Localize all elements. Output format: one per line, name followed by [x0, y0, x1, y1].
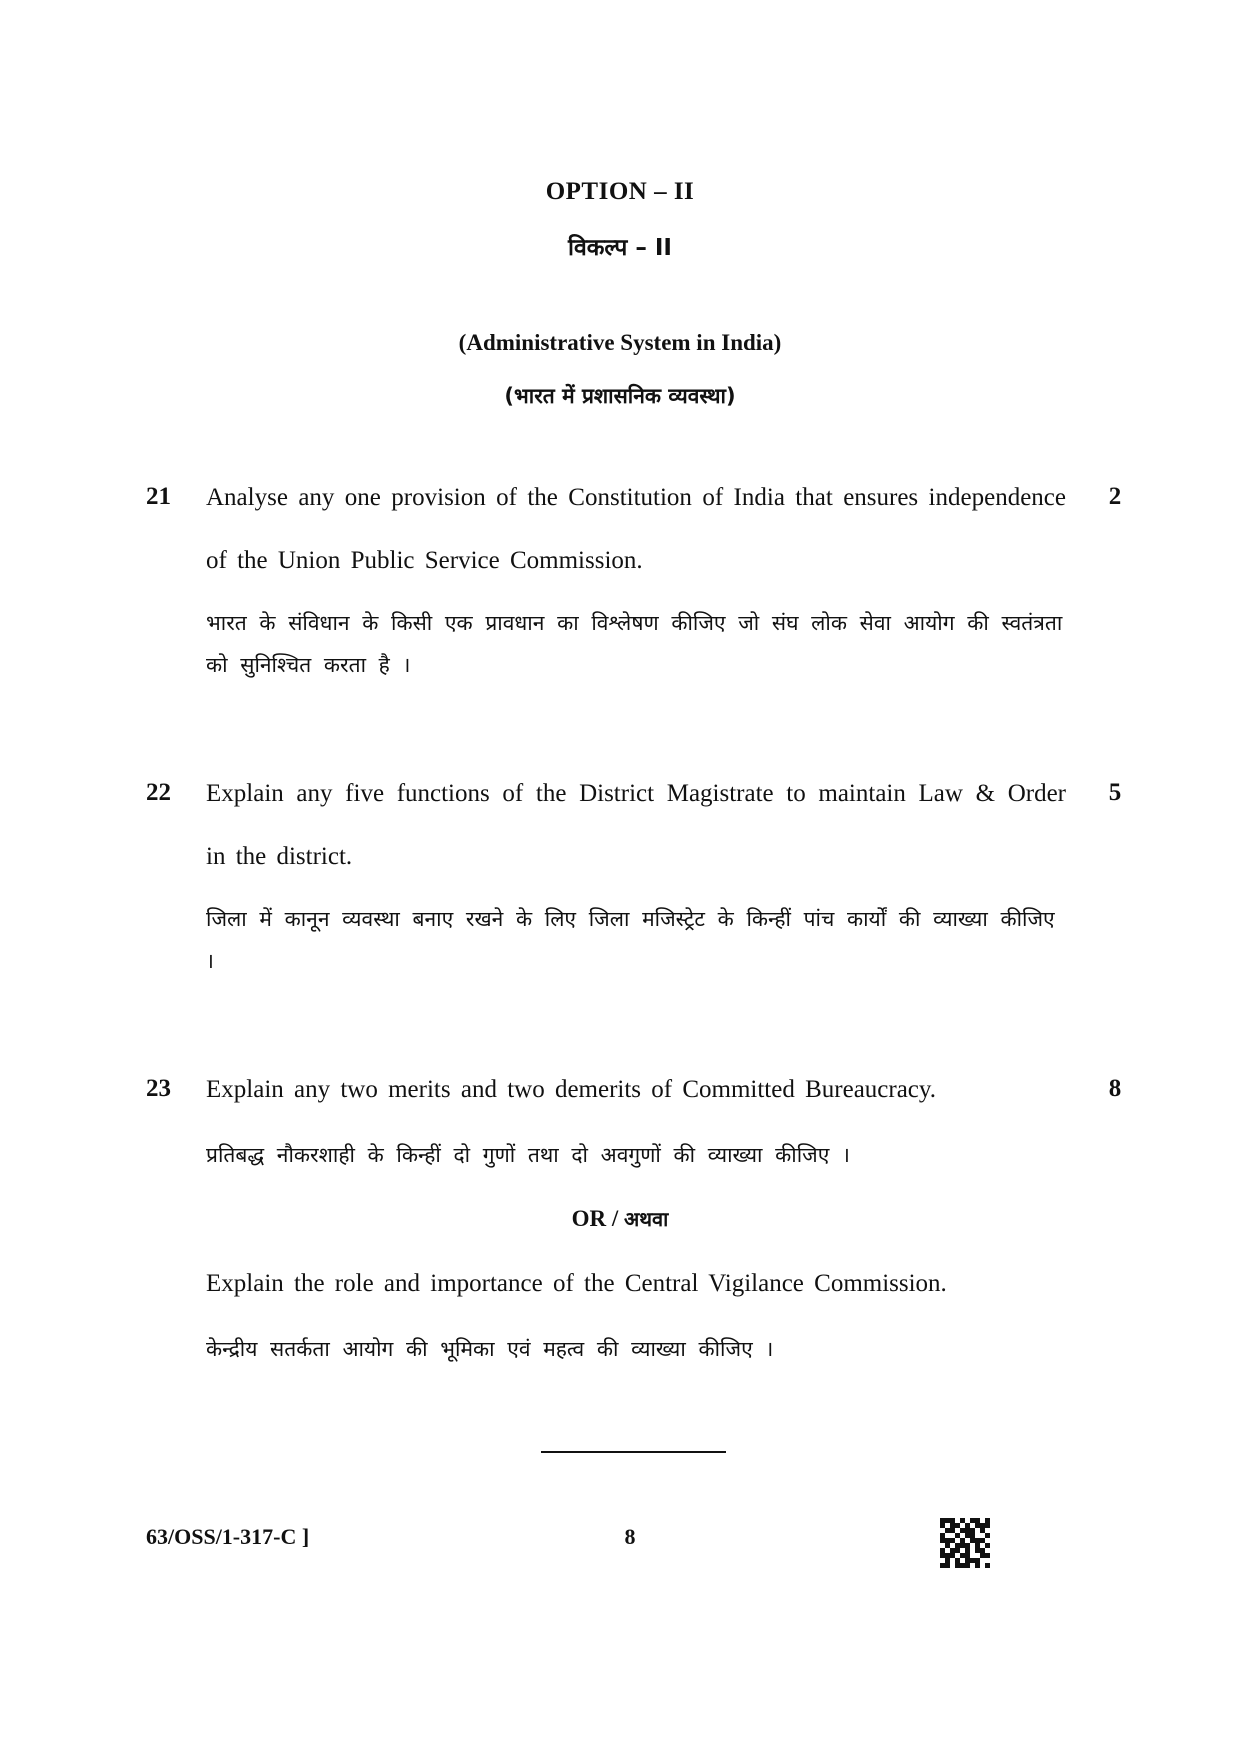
- question-23-marks: 8: [1108, 1075, 1122, 1102]
- end-rule: [541, 1451, 726, 1453]
- question-23-text: Explain any two merits and two demerits of Committed Bureaucracy.: [206, 1076, 937, 1103]
- question-21-marks: 2: [1108, 483, 1122, 510]
- or-divider-label: [0, 1205, 1240, 1232]
- question-23-number: 23: [146, 1075, 171, 1102]
- question-23-alt-text: Explain the role and importance of the Central Vigilance Commission.: [206, 1270, 947, 1297]
- question-22-number: 22: [146, 779, 171, 806]
- question-22-marks: 5: [1108, 779, 1122, 806]
- or-label: OR /: [571, 1206, 624, 1231]
- question-23-hindi: प्रतिबद्ध नौकरशाही के किन्हीं दो गुणों तथा दो अवगुणों की व्याख्या कीजिए ।: [206, 1143, 850, 1167]
- paper-code: 63/OSS/1-317-C ]: [146, 1524, 310, 1549]
- or-label-hindi: अथवा: [624, 1207, 669, 1231]
- section-title: (Administrative System in India): [458, 330, 782, 355]
- question-21-number: 21: [146, 483, 171, 510]
- option-title-hindi: विकल्प – II: [568, 235, 672, 261]
- question-23-alt-hindi: केन्द्रीय सतर्कता आयोग की भूमिका एवं महत्व की व्याख्या कीजिए ।: [206, 1337, 774, 1361]
- page-number: 8: [624, 1524, 636, 1549]
- option-title: OPTION – II: [545, 178, 695, 205]
- question-22-text: Explain any five functions of the District Magistrate to maintain Law & Order in the district.: [206, 780, 1066, 870]
- section-title-hindi: (भारत में प्रशासनिक व्यवस्था): [504, 384, 736, 408]
- question-21-hindi: भारत के संविधान के किसी एक प्रावधान का विश्लेषण कीजिए जो संघ लोक सेवा आयोग की स्वतंत्रता को सुनिश्चित करता है ।: [206, 611, 1063, 677]
- qr-code-icon: [940, 1518, 990, 1568]
- question-21-text: Analyse any one provision of the Constitution of India that ensures independence of the Union Public Service Commission.: [206, 484, 1066, 574]
- question-22-hindi: जिला में कानून व्यवस्था बनाए रखने के लिए जिला मजिस्ट्रेट के किन्हीं पांच कार्यों की व्याख्या कीजिए ।: [206, 907, 1055, 973]
